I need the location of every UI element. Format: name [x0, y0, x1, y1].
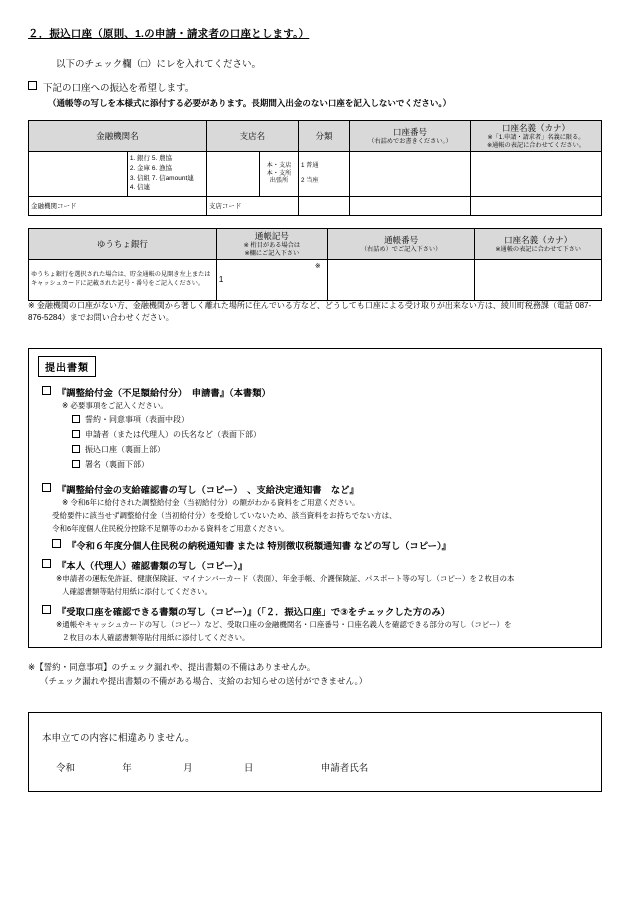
- doc-item-2-sub-1: ※ 令和6年に給付された調整給付金（当初給付分）の額がわかる資料をご用意ください。: [62, 498, 360, 507]
- table-header-row: [29, 121, 602, 152]
- doc-item-3-label: 『令和６年度分個人住民税の納税通知書 または 特別徴収税額通知書 などの写し（コピー）』: [67, 541, 451, 551]
- code-blank-name: [471, 196, 602, 215]
- section-instruction: 以下のチェック欄（□）にレを入れてください。: [56, 59, 261, 70]
- bank-unavailable-note: ※ 金融機関の口座がない方、金融機関から著しく離れた場所に住んでいる方など、どうしても口座による受け取りが出来ない方は、綾川町税務課（電話 087-876-5284）までお問い合わせください。: [28, 301, 592, 322]
- checkbox-icon[interactable]: [72, 430, 80, 438]
- doc-item-3[interactable]: [52, 538, 451, 552]
- yucho-note: ゆうちょ銀行を選択された場合は、貯金通帳の見開き左上またはキャッシュカードに記載された記号・番号をご記入ください。: [29, 259, 217, 300]
- institution-code-label: 金融機関コード: [29, 196, 207, 215]
- doc-item-5-label: 『受取口座を確認できる書類の写し（コピー）』（「２．振込口座」で③をチェックした方のみ）: [57, 607, 451, 617]
- doc-item-4-sub-2: 人確認書類等貼付用紙に添付してください。: [62, 587, 212, 596]
- bank-account-table: [28, 120, 602, 216]
- header-yucho-bank: ゆうちょ銀行: [29, 229, 217, 260]
- doc-item-1[interactable]: [42, 385, 271, 399]
- yucho-header-row: [29, 229, 602, 260]
- header-account-name: 口座名義（カナ） ※「1.申請・請求者」名義に限る。 ※通帳の表記に合わせてください。: [471, 121, 602, 152]
- branch-code-label: 支店コード: [206, 196, 298, 215]
- yucho-body-row: [29, 259, 602, 300]
- branch-name-cell[interactable]: [206, 151, 259, 196]
- header-yucho-meigi: 口座名義（カナ） ※通帳の表記に合わせて下さい: [475, 229, 602, 260]
- header-branch: 支店名: [206, 121, 298, 152]
- declaration-signature-line: [56, 760, 368, 774]
- doc-item-5-sub-1: ※通帳やキャッシュカードの写し（コピー）など、受取口座の金融機関名・口座番号・口座名義人を確認できる部分の写し（コピー）を: [56, 620, 512, 629]
- header-tsucho-kigou: 通帳記号 ※ 桁目がある場合は ※欄にご記入下さい: [216, 229, 327, 260]
- doc-item-1-check-4[interactable]: 署名（裏面下部）: [72, 459, 149, 470]
- doc-item-1-label: 『調整給付金（不足額給付分） 申請書』（本書類）: [57, 388, 271, 398]
- checkbox-icon[interactable]: [42, 386, 51, 395]
- yucho-bank-table: [28, 228, 602, 301]
- submission-documents-title: 提出書類: [38, 356, 96, 377]
- declaration-text: 本申立ての内容に相違ありません。: [42, 733, 195, 744]
- header-tsucho-bangou: 通帳番号 （右詰め）でご記入下さい）: [327, 229, 475, 260]
- checkbox-icon[interactable]: [42, 605, 51, 614]
- yucho-kigou-cell[interactable]: 1 ※: [216, 259, 327, 300]
- doc-item-4[interactable]: [42, 558, 247, 572]
- checkbox-icon[interactable]: [42, 483, 51, 492]
- checkbox-icon[interactable]: [28, 81, 37, 90]
- section-title: ２．振込口座（原則、1.の申請・請求者の口座とします。）: [28, 28, 310, 40]
- institution-name-cell[interactable]: [29, 151, 128, 196]
- branch-kind-list[interactable]: 本・支店 本・支所 出張所: [260, 151, 299, 196]
- doc-item-4-sub-1: ※申請者の運転免許証、健康保険証、マイナンバーカード（表面）、年金手帳、介護保険証、パスポート等の写し（コピー）を２枚目の本: [56, 574, 515, 583]
- header-kind: 分類: [299, 121, 350, 152]
- doc-item-5-sub-2: ２枚目の本人確認書類等貼付用紙に添付してください。: [62, 633, 250, 642]
- closing-note-1: ※【誓約・同意事項】のチェック漏れや、提出書類の不備はありませんか。: [28, 662, 316, 672]
- doc-item-2[interactable]: [42, 482, 359, 496]
- doc-item-1-check-1[interactable]: 誓約・同意事項（表面中段）: [72, 414, 189, 425]
- code-row: [29, 196, 602, 215]
- table-body-row: [29, 151, 602, 196]
- kigou-asterisk: ※: [314, 262, 321, 270]
- wish-transfer-label: 下記の口座への振込を希望します。: [43, 83, 195, 94]
- checkbox-icon[interactable]: [72, 415, 80, 423]
- code-blank-number: [350, 196, 471, 215]
- doc-item-1-sub: ※ 必要事項をご記入ください。: [62, 401, 168, 410]
- header-institution: 金融機関名: [29, 121, 207, 152]
- doc-item-5[interactable]: [42, 604, 450, 618]
- account-name-cell[interactable]: [471, 151, 602, 196]
- applicant-name-label: 申請者氏名: [320, 763, 369, 774]
- declaration-box: [28, 712, 602, 792]
- checkbox-icon[interactable]: [52, 539, 61, 548]
- yucho-meigi-cell[interactable]: [475, 259, 602, 300]
- era-label: 令和: [56, 763, 76, 774]
- year-label: 年: [122, 763, 132, 774]
- checkbox-icon[interactable]: [72, 445, 80, 453]
- doc-item-2-label: 『調整給付金の支給確認書の写し（コピー） 、支給決定通知書 など』: [57, 485, 359, 495]
- month-label: 月: [183, 763, 193, 774]
- header-account-number: 口座番号 （右詰めでお書きください。）: [350, 121, 471, 152]
- account-number-cell[interactable]: [350, 151, 471, 196]
- checkbox-icon[interactable]: [72, 460, 80, 468]
- doc-item-1-check-2[interactable]: 申請者（または代理人）の氏名など（表面下部）: [72, 429, 261, 440]
- attach-note: （通帳等の写しを本様式に添付する必要があります。長期間入出金のない口座を記入しないでください。）: [48, 98, 452, 108]
- yucho-bangou-cell[interactable]: [327, 259, 475, 300]
- doc-item-4-label: 『本人（代理人）確認書類の写し（コピー）』: [57, 561, 248, 571]
- closing-note-2: （チェック漏れや提出書類の不備がある場合、支給のお知らせの送付ができません。）: [40, 676, 368, 687]
- doc-item-1-check-3[interactable]: 振込口座（裏面上部）: [72, 444, 165, 455]
- doc-item-2-sub-2: 受給要件に該当せず調整給付金（当初給付分）を受給していないため、該当資料をお持ちでない方は、: [52, 511, 397, 520]
- closing-notes: [28, 660, 606, 689]
- checkbox-icon[interactable]: [42, 559, 51, 568]
- institution-kind-list[interactable]: 1. 銀行 5. 農協 2. 金庫 6. 漁協 3. 信組 7. 信amount連 4. 信連: [127, 151, 206, 196]
- kind-options[interactable]: 1 普通 2 当座: [299, 151, 350, 196]
- wish-transfer-checkbox-row[interactable]: [28, 80, 194, 94]
- code-blank-kind: [299, 196, 350, 215]
- doc-item-2-sub-3: 令和6年度個人住民税分控除不足額等のわかる資料をご用意ください。: [52, 524, 289, 533]
- day-label: 日: [243, 763, 254, 774]
